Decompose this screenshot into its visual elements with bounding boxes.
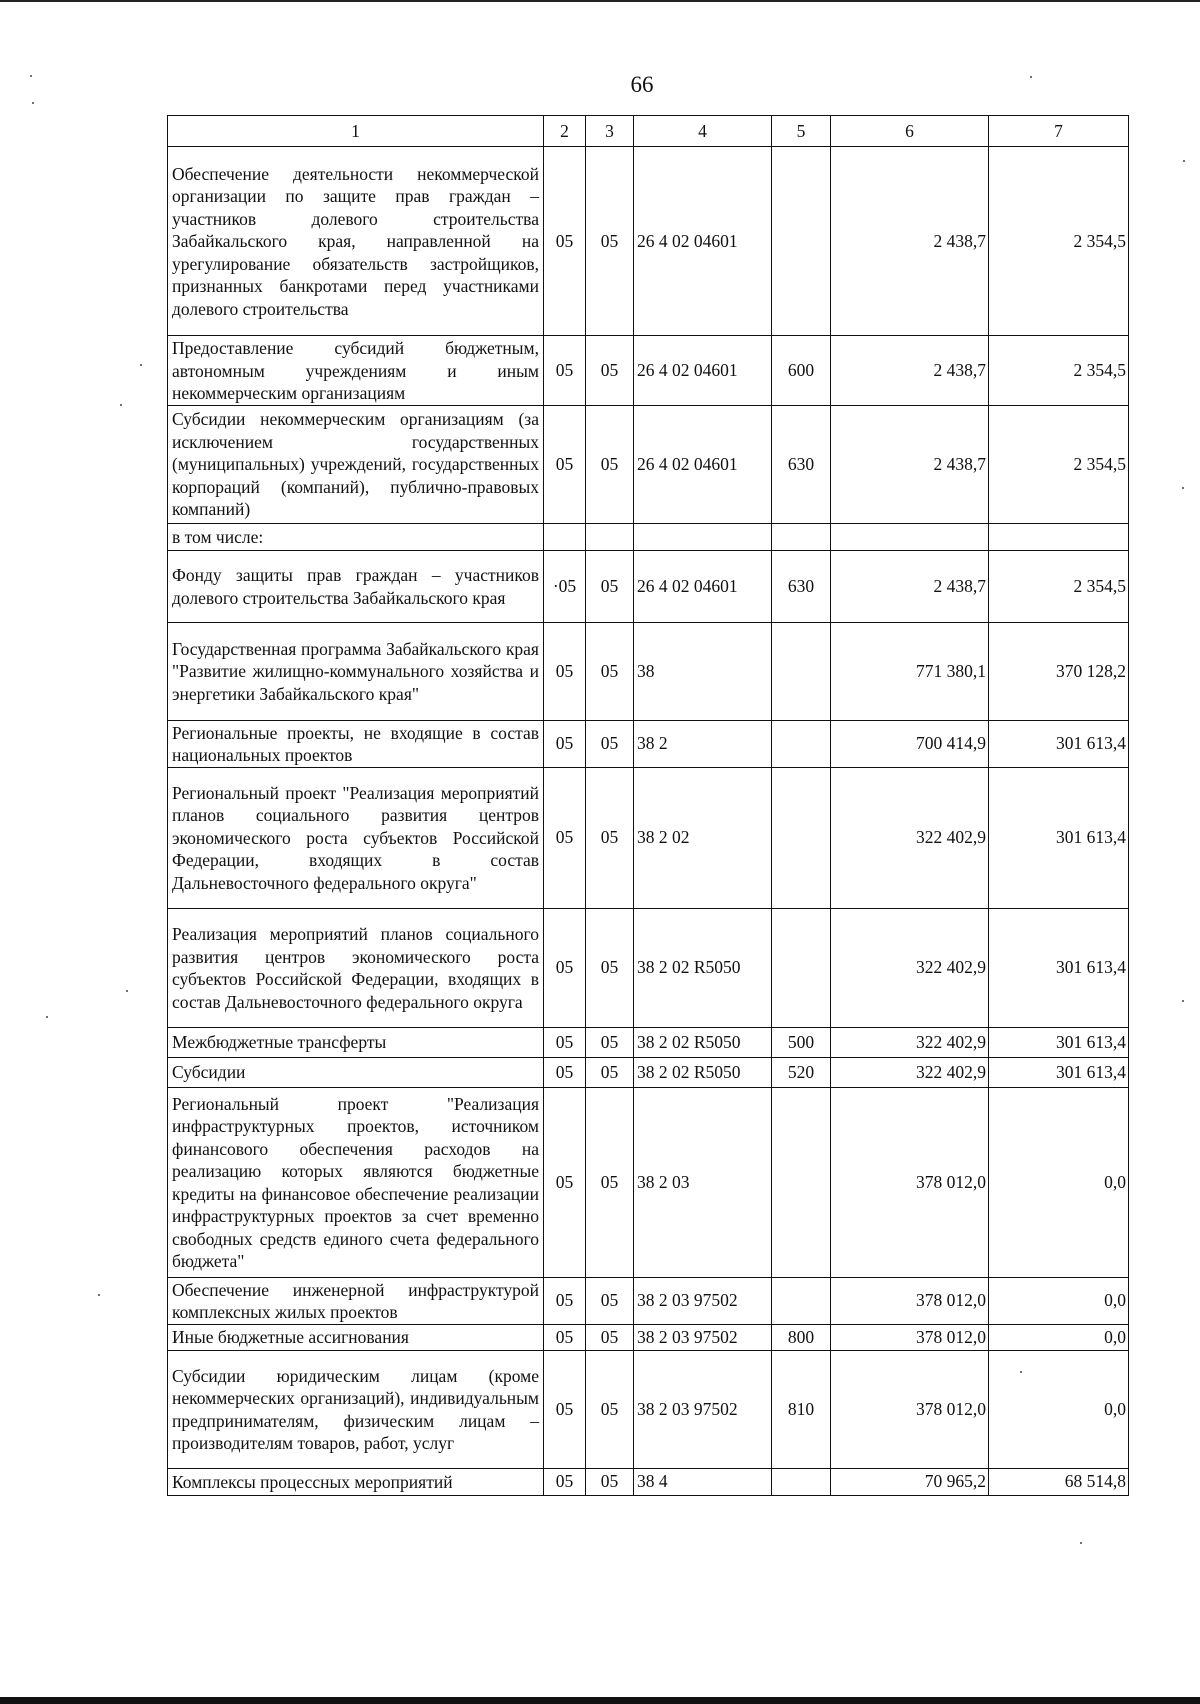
subsection-code: 05 <box>586 405 634 523</box>
target-article-code: 26 4 02 04601 <box>634 147 772 336</box>
expense-type-code: 500 <box>772 1027 831 1057</box>
amount-col-7: 301 613,4 <box>989 908 1129 1027</box>
amount-col-6: 2 438,7 <box>831 147 989 336</box>
amount-col-7: 2 354,5 <box>989 336 1129 406</box>
expense-type-code <box>772 767 831 908</box>
amount-col-6: 700 414,9 <box>831 720 989 767</box>
expense-type-code <box>772 523 831 550</box>
scan-speck <box>98 1294 100 1296</box>
item-name: Фонду защиты прав граждан – участников долевого строительства Забайкальского края <box>168 550 544 622</box>
amount-col-7: 0,0 <box>989 1087 1129 1277</box>
amount-col-6: 322 402,9 <box>831 1057 989 1087</box>
subsection-code: 05 <box>586 720 634 767</box>
scan-speck <box>120 404 122 406</box>
amount-col-6: 378 012,0 <box>831 1324 989 1350</box>
table-row <box>168 1324 1129 1350</box>
section-code <box>544 523 586 550</box>
section-code: 05 <box>544 405 586 523</box>
amount-col-6: 378 012,0 <box>831 1087 989 1277</box>
amount-col-6: 322 402,9 <box>831 767 989 908</box>
target-article-code: 26 4 02 04601 <box>634 550 772 622</box>
subsection-code: 05 <box>586 622 634 720</box>
section-code: 05 <box>544 908 586 1027</box>
column-header: 6 <box>831 116 989 147</box>
target-article-code: 38 2 02 R5050 <box>634 908 772 1027</box>
table-row <box>168 1277 1129 1324</box>
subsection-code: 05 <box>586 767 634 908</box>
section-code: 05 <box>544 720 586 767</box>
column-header: 3 <box>586 116 634 147</box>
item-name: Региональные проекты, не входящие в состав национальных проектов <box>168 720 544 767</box>
section-code: 05 <box>544 336 586 406</box>
amount-col-7 <box>989 523 1129 550</box>
scan-speck <box>1080 1542 1082 1544</box>
item-name: Региональный проект "Реализация мероприятий планов социального развития центров экономического роста субъектов Российской Федерации, входящих в состав Дальневосточного федерального округа" <box>168 767 544 908</box>
subsection-code: 05 <box>586 1027 634 1057</box>
subsection-code: 05 <box>586 908 634 1027</box>
expense-type-code: 800 <box>772 1324 831 1350</box>
table-row <box>168 622 1129 720</box>
scan-speck <box>1182 487 1184 489</box>
amount-col-7: 0,0 <box>989 1324 1129 1350</box>
section-code: 05 <box>544 1468 586 1495</box>
scan-speck <box>1183 160 1185 162</box>
item-name: Иные бюджетные ассигнования <box>168 1324 544 1350</box>
column-header: 7 <box>989 116 1129 147</box>
subsection-code: 05 <box>586 1277 634 1324</box>
expense-type-code: 600 <box>772 336 831 406</box>
section-code: 05 <box>544 1057 586 1087</box>
expense-type-code: 810 <box>772 1350 831 1468</box>
expense-type-code <box>772 1087 831 1277</box>
section-code: 05 <box>544 1087 586 1277</box>
amount-col-7: 0,0 <box>989 1350 1129 1468</box>
scan-speck <box>1030 76 1032 78</box>
table-row <box>168 1468 1129 1495</box>
amount-col-7: 370 128,2 <box>989 622 1129 720</box>
table-row <box>168 550 1129 622</box>
amount-col-6: 2 438,7 <box>831 550 989 622</box>
subsection-code: 05 <box>586 1087 634 1277</box>
scan-speck <box>1182 1000 1184 1002</box>
section-code: ·05 <box>544 550 586 622</box>
table-row <box>168 1027 1129 1057</box>
section-code: 05 <box>544 622 586 720</box>
subsection-code: 05 <box>586 550 634 622</box>
target-article-code: 38 2 02 R5050 <box>634 1057 772 1087</box>
target-article-code: 38 2 03 97502 <box>634 1324 772 1350</box>
expense-type-code <box>772 622 831 720</box>
amount-col-7: 2 354,5 <box>989 147 1129 336</box>
target-article-code: 26 4 02 04601 <box>634 405 772 523</box>
expense-type-code: 630 <box>772 405 831 523</box>
scan-speck <box>126 990 128 992</box>
target-article-code: 38 2 03 97502 <box>634 1277 772 1324</box>
expense-type-code: 630 <box>772 550 831 622</box>
scan-edge-bottom <box>0 1697 1200 1704</box>
expense-type-code <box>772 908 831 1027</box>
table-row <box>168 720 1129 767</box>
item-name: Комплексы процессных мероприятий <box>168 1468 544 1495</box>
item-name: Субсидии <box>168 1057 544 1087</box>
amount-col-6: 2 438,7 <box>831 336 989 406</box>
amount-col-7: 301 613,4 <box>989 1027 1129 1057</box>
amount-col-6: 378 012,0 <box>831 1350 989 1468</box>
expense-type-code <box>772 1277 831 1324</box>
amount-col-7: 301 613,4 <box>989 767 1129 908</box>
target-article-code: 38 2 03 97502 <box>634 1350 772 1468</box>
expense-type-code <box>772 720 831 767</box>
column-header: 1 <box>168 116 544 147</box>
expense-type-code: 520 <box>772 1057 831 1087</box>
table-row <box>168 767 1129 908</box>
scan-speck <box>1020 1371 1022 1373</box>
section-code: 05 <box>544 1324 586 1350</box>
table-header-row <box>168 116 1129 147</box>
amount-col-7: 2 354,5 <box>989 405 1129 523</box>
amount-col-6: 2 438,7 <box>831 405 989 523</box>
table-row <box>168 1350 1129 1468</box>
table-row <box>168 405 1129 523</box>
table-row <box>168 336 1129 406</box>
amount-col-7: 301 613,4 <box>989 720 1129 767</box>
subsection-code: 05 <box>586 147 634 336</box>
target-article-code: 38 2 02 <box>634 767 772 908</box>
page-number: 66 <box>630 72 654 97</box>
item-name: Субсидии некоммерческим организациям (за исключением государственных (муниципальных) учреждений, государственных корпораций (компаний), публично-правовых компаний) <box>168 405 544 523</box>
amount-col-6: 378 012,0 <box>831 1277 989 1324</box>
item-name: Региональный проект "Реализация инфраструктурных проектов, источником финансового обеспечения расходов на реализацию которых являются бюджетные кредиты на финансовое обеспечение реализации инфраструктурных проектов за счет временно свободных средств единого счета федерального бюджета" <box>168 1087 544 1277</box>
item-name: Реализация мероприятий планов социального развития центров экономического роста субъектов Российской Федерации, входящих в состав Дальневосточного федерального округа <box>168 908 544 1027</box>
subsection-code: 05 <box>586 1350 634 1468</box>
subsection-code: 05 <box>586 1468 634 1495</box>
amount-col-7: 68 514,8 <box>989 1468 1129 1495</box>
column-header: 5 <box>772 116 831 147</box>
section-code: 05 <box>544 1027 586 1057</box>
item-name: Межбюджетные трансферты <box>168 1027 544 1057</box>
section-code: 05 <box>544 147 586 336</box>
item-name: Обеспечение инженерной инфраструктурой комплексных жилых проектов <box>168 1277 544 1324</box>
amount-col-6: 771 380,1 <box>831 622 989 720</box>
amount-col-7: 2 354,5 <box>989 550 1129 622</box>
item-name: Обеспечение деятельности некоммерческой организации по защите прав граждан – участников долевого строительства Забайкальского края, направленной на урегулирование обязательств застройщиков, признанных банкротами перед участниками долевого строительства <box>168 147 544 336</box>
amount-col-6: 322 402,9 <box>831 1027 989 1057</box>
amount-col-6: 322 402,9 <box>831 908 989 1027</box>
column-header: 4 <box>634 116 772 147</box>
subsection-code: 05 <box>586 1057 634 1087</box>
amount-col-6 <box>831 523 989 550</box>
scan-speck <box>46 1016 48 1018</box>
column-header: 2 <box>544 116 586 147</box>
table-row <box>168 147 1129 336</box>
target-article-code: 38 2 02 R5050 <box>634 1027 772 1057</box>
subsection-code <box>586 523 634 550</box>
table-row <box>168 1057 1129 1087</box>
target-article-code: 38 <box>634 622 772 720</box>
target-article-code: 38 2 <box>634 720 772 767</box>
table-row <box>168 1087 1129 1277</box>
table-row <box>168 523 1129 550</box>
budget-table <box>167 115 1129 1496</box>
item-name: Предоставление субсидий бюджетным, автономным учреждениям и иным некоммерческим организациям <box>168 336 544 406</box>
item-name: в том числе: <box>168 523 544 550</box>
subsection-code: 05 <box>586 336 634 406</box>
target-article-code: 38 2 03 <box>634 1087 772 1277</box>
item-name: Субсидии юридическим лицам (кроме некоммерческих организаций), индивидуальным предпринимателям, физическим лицам – производителям товаров, работ, услуг <box>168 1350 544 1468</box>
scan-speck <box>32 102 34 104</box>
target-article-code: 26 4 02 04601 <box>634 336 772 406</box>
amount-col-6: 70 965,2 <box>831 1468 989 1495</box>
subsection-code: 05 <box>586 1324 634 1350</box>
section-code: 05 <box>544 767 586 908</box>
scan-edge-top <box>0 0 1200 2</box>
scan-speck <box>140 364 142 366</box>
item-name: Государственная программа Забайкальского края "Развитие жилищно-коммунального хозяйства и энергетики Забайкальского края" <box>168 622 544 720</box>
expense-type-code <box>772 147 831 336</box>
amount-col-7: 0,0 <box>989 1277 1129 1324</box>
table-row <box>168 908 1129 1027</box>
target-article-code <box>634 523 772 550</box>
section-code: 05 <box>544 1277 586 1324</box>
expense-type-code <box>772 1468 831 1495</box>
scan-speck <box>30 75 32 77</box>
section-code: 05 <box>544 1350 586 1468</box>
amount-col-7: 301 613,4 <box>989 1057 1129 1087</box>
target-article-code: 38 4 <box>634 1468 772 1495</box>
